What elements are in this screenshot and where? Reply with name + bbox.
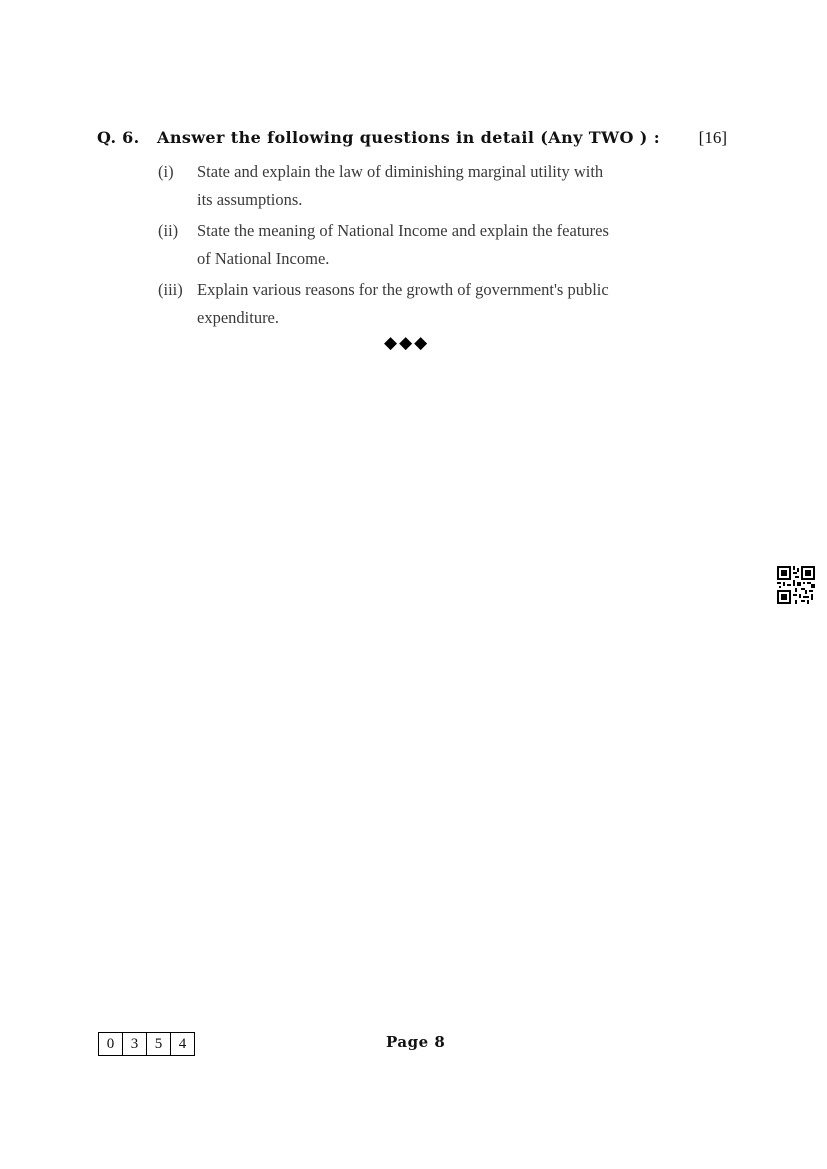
paper-code-digit: 0 (99, 1033, 123, 1055)
paper-code-digit: 3 (123, 1033, 147, 1055)
sub-question-line: Explain various reasons for the growth of government's public (197, 280, 609, 299)
paper-code-digit: 5 (147, 1033, 171, 1055)
paper-code-digit: 4 (178, 1035, 187, 1052)
paper-code-boxes (98, 1032, 195, 1056)
sub-question-label: (ii) (158, 221, 179, 240)
question-number: Q. 6. (97, 128, 140, 147)
qr-code-icon (777, 566, 815, 604)
sub-question-label: (iii) (158, 280, 183, 299)
sub-question-label: (i) (158, 162, 174, 181)
question-instruction: Answer the following questions in detail (Any TWO ) : (157, 128, 661, 147)
question-header (97, 128, 729, 150)
sub-question-line: State and explain the law of diminishing marginal utility with (197, 162, 604, 181)
sub-question-i (158, 158, 638, 214)
sub-question-iii (158, 276, 638, 332)
section-end-diamonds: ◆◆◆ (384, 333, 430, 353)
sub-question-ii (158, 217, 638, 273)
sub-question-line: expenditure. (197, 308, 280, 327)
sub-question-list (158, 158, 638, 335)
page-number: Page 8 (386, 1033, 446, 1051)
sub-question-line: of National Income. (197, 249, 330, 268)
sub-question-line: State the meaning of National Income and explain the features (197, 221, 609, 240)
question-marks: [16] (698, 128, 727, 147)
sub-question-line: its assumptions. (197, 190, 303, 209)
